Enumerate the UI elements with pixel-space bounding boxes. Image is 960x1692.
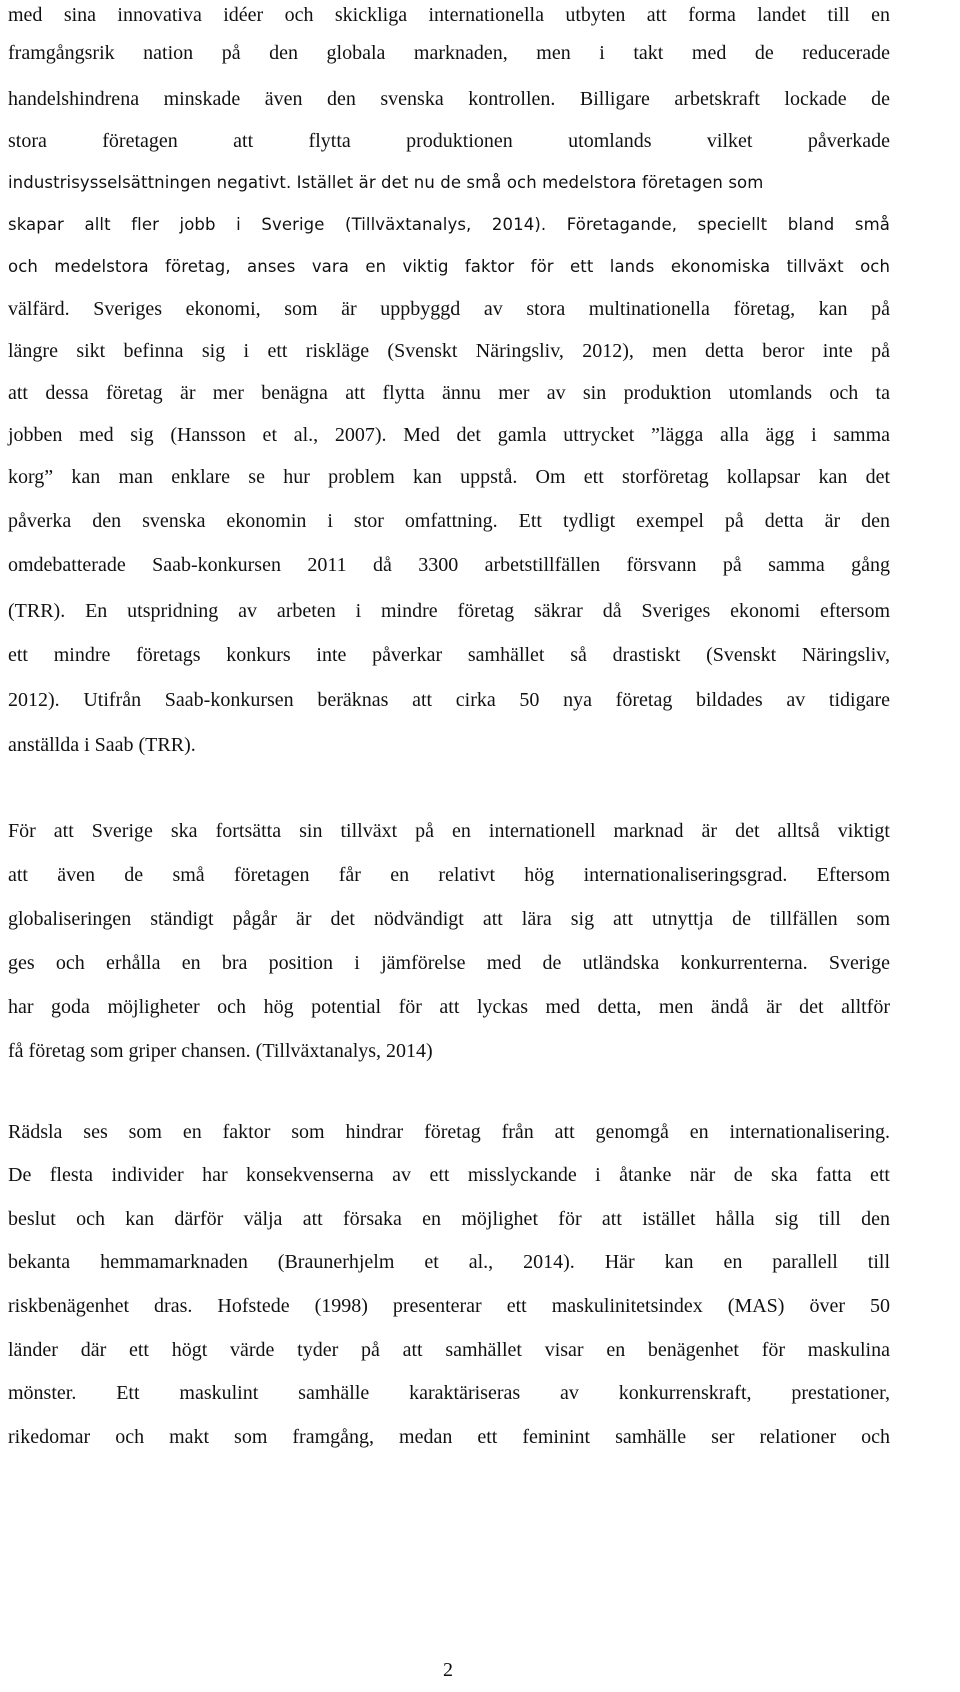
paragraph-3-line-2: De flesta individer har konsekvenserna av ett misslyckande i åtanke när de ska fatta ett (8, 1164, 890, 1186)
paragraph-1-line-10: att dessa företag är mer benägna att flytta ännu mer av sin produktion utomlands och ta (8, 382, 890, 404)
paragraph-3-line-4: bekanta hemmamarknaden (Braunerhjelm et al., 2014). Här kan en parallell till (8, 1251, 890, 1273)
paragraph-2-line-6: få företag som griper chansen. (Tillväxtanalys, 2014) (8, 1040, 433, 1062)
paragraph-1-line-2: framgångsrik nation på den globala marknaden, men i takt med de reducerade (8, 42, 890, 64)
paragraph-1-line-9: längre sikt befinna sig i ett riskläge (Svenskt Näringsliv, 2012), men detta beror inte på (8, 340, 890, 362)
paragraph-1-line-14: omdebatterade Saab-konkursen 2011 då 3300 arbetstillfällen försvann på samma gång (8, 554, 890, 576)
paragraph-1-line-3: handelshindrena minskade även den svenska kontrollen. Billigare arbetskraft lockade de (8, 88, 890, 110)
paragraph-2-line-2: att även de små företagen får en relativt hög internationaliseringsgrad. Eftersom (8, 864, 890, 886)
paragraph-1-line-16: ett mindre företags konkurs inte påverkar samhället så drastiskt (Svenskt Näringsliv, (8, 644, 890, 666)
paragraph-1-line-18: anställda i Saab (TRR). (8, 734, 196, 756)
paragraph-3-line-5: riskbenägenhet dras. Hofstede (1998) presenterar ett maskulinitetsindex (MAS) över 50 (8, 1295, 890, 1317)
paragraph-2-line-1: För att Sverige ska fortsätta sin tillväxt på en internationell marknad är det alltså viktigt (8, 820, 890, 842)
paragraph-1-line-17: 2012). Utifrån Saab-konkursen beräknas att cirka 50 nya företag bildades av tidigare (8, 689, 890, 711)
paragraph-3-line-8: rikedomar och makt som framgång, medan ett feminint samhälle ser relationer och (8, 1426, 890, 1448)
paragraph-1-line-6: skapar allt fler jobb i Sverige (Tillväxtanalys, 2014). Företagande, speciellt bland små (8, 215, 890, 234)
paragraph-1-line-4: stora företagen att flytta produktionen utomlands vilket påverkade (8, 130, 890, 152)
paragraph-2-line-3: globaliseringen ständigt pågår är det nödvändigt att lära sig att utnyttja de tillfällen som (8, 908, 890, 930)
paragraph-1-line-5 (8, 168, 890, 198)
paragraph-1-line-8: välfärd. Sveriges ekonomi, som är uppbyggd av stora multinationella företag, kan på (8, 298, 890, 320)
paragraph-1-line-15: (TRR). En utspridning av arbeten i mindre företag säkrar då Sveriges ekonomi eftersom (8, 600, 890, 622)
page-number: 2 (443, 1659, 453, 1681)
paragraph-1-line-7: och medelstora företag, anses vara en viktig faktor för ett lands ekonomiska tillväxt och (8, 257, 890, 276)
paragraph-3-line-6: länder där ett högt värde tyder på att samhället visar en benägenhet för maskulina (8, 1339, 890, 1361)
paragraph-3-line-1: Rädsla ses som en faktor som hindrar företag från att genomgå en internationalisering. (8, 1121, 890, 1143)
paragraph-1-line-11: jobben med sig (Hansson et al., 2007). Med det gamla uttrycket ”lägga alla ägg i samma (8, 424, 890, 446)
paragraph-1-line-13: påverka den svenska ekonomin i stor omfattning. Ett tydligt exempel på detta är den (8, 510, 890, 532)
paragraph-2-line-4: ges och erhålla en bra position i jämförelse med de utländska konkurrenterna. Sverige (8, 952, 890, 974)
paragraph-2-line-5: har goda möjligheter och hög potential för att lyckas med detta, men ändå är det alltför (8, 996, 890, 1018)
paragraph-1-line-5-text: industrisysselsättningen negativt. Istället är det nu de små och medelstora företagen som (8, 173, 764, 192)
paragraph-1-line-1: med sina innovativa idéer och skickliga internationella utbyten att forma landet till en (8, 4, 890, 26)
paragraph-3-line-7: mönster. Ett maskulint samhälle karaktäriseras av konkurrenskraft, prestationer, (8, 1382, 890, 1404)
paragraph-1-line-12: korg” kan man enklare se hur problem kan uppstå. Om ett storföretag kollapsar kan det (8, 466, 890, 488)
paragraph-3-line-3: beslut och kan därför välja att försaka en möjlighet för att istället hålla sig till den (8, 1208, 890, 1230)
